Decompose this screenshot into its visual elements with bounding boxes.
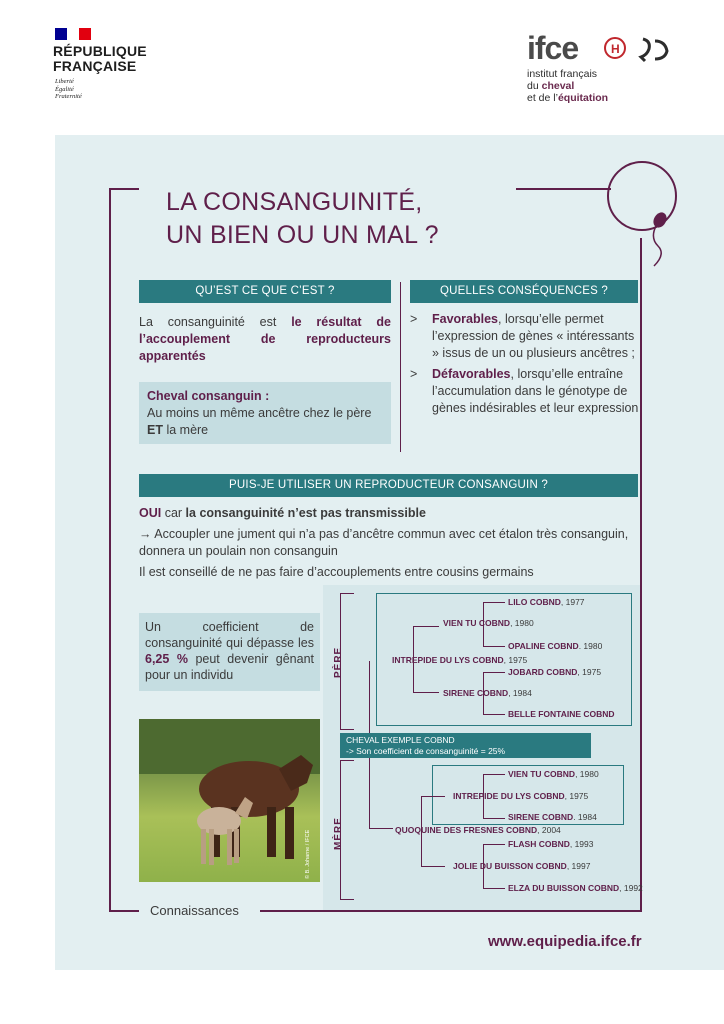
- svg-text:H: H: [611, 42, 620, 56]
- pedigree-entry: INTREPIDE DU LYS COBND, 1975: [392, 655, 528, 665]
- pedigree-entry: SIRENE COBND, 1984: [443, 688, 532, 698]
- pedigree-entry: BELLE FONTAINE COBND: [508, 709, 615, 719]
- french-flag-logo: [55, 28, 91, 40]
- ifce-subtitle: institut français du cheval et de l’équitation: [527, 68, 609, 104]
- ifce-logo: ifce: [527, 30, 579, 66]
- pedigree-entry: QUOQUINE DES FRESNES COBND, 2004: [395, 825, 561, 835]
- photo-credit: © B. Joharne / IFCE: [305, 829, 311, 879]
- pedigree-entry: JOBARD COBND, 1975: [508, 667, 602, 677]
- example-horse-box: CHEVAL EXEMPLE COBND -> Son coefficient de consanguinité = 25%: [340, 733, 591, 758]
- pedigree-entry: LILO COBND, 1977: [508, 597, 585, 607]
- sperm-circle-icon: [604, 158, 684, 273]
- pedigree-entry: OPALINE COBND. 1980: [508, 641, 603, 651]
- consequences-list: [410, 311, 642, 417]
- ifce-emblem-icon: [603, 35, 673, 70]
- pedigree-entry: VIEN TU COBND, 1980: [508, 769, 599, 779]
- use-text: OUI car la consanguinité n’est pas transmissible → Accoupler une jument qui n’a pas d’ancêtre commun avec cet étalon très consanguin, donnera un poulain non consanguin Il est conseillé de ne pas faire d’accouplements entre cousins germains: [139, 506, 629, 579]
- republic-motto: Liberté Égalité Fraternité: [55, 78, 82, 100]
- pedigree-entry: INTREPIDE DU LYS COBND, 1975: [453, 791, 589, 801]
- pedigree-entry: ELZA DU BUISSON COBND, 1992: [508, 883, 643, 893]
- category-label: Connaissances: [150, 903, 239, 918]
- website-link[interactable]: www.equipedia.ifce.fr: [488, 933, 642, 950]
- consequence-item: > Défavorables, lorsqu’elle entraîne l’accumulation dans le génotype de gènes indésirables et leur expression: [410, 367, 639, 415]
- mere-label: MÈRE: [333, 817, 344, 850]
- what-header: QU’EST CE QUE C’EST ?: [139, 280, 391, 303]
- consequences-header: QUELLES CONSÉQUENCES ?: [410, 280, 638, 303]
- pedigree-entry: JOLIE DU BUISSON COBND, 1997: [453, 861, 591, 871]
- pedigree-entry: SIRENE COBND. 1984: [508, 812, 597, 822]
- consequence-item: > Favorables, lorsqu’elle permet l’expression de gènes « intéressants » issus de un ou plusieurs ancêtres ;: [410, 312, 635, 360]
- page-title: LA CONSANGUINITÉ, UN BIEN OU UN MAL ?: [166, 188, 439, 249]
- pedigree-entry: VIEN TU COBND, 1980: [443, 618, 534, 628]
- pere-label: PÈRE: [333, 646, 344, 678]
- cheval-consanguin-box: Cheval consanguin : Au moins un même ancêtre chez le père ET la mère: [139, 382, 391, 444]
- use-header: PUIS-JE UTILISER UN REPRODUCTEUR CONSANGUIN ?: [139, 474, 638, 497]
- what-text: La consanguinité est le résultat de l’accouplement de reproducteurs apparentés: [139, 315, 391, 363]
- horse-foal-photo: [139, 719, 320, 882]
- republique-francaise-label: RÉPUBLIQUE FRANÇAISE: [53, 43, 147, 74]
- coefficient-box: Un coefficient de consanguinité qui dépasse les 6,25 % peut devenir gênant pour un individu: [139, 613, 320, 691]
- pedigree-entry: FLASH COBND, 1993: [508, 839, 594, 849]
